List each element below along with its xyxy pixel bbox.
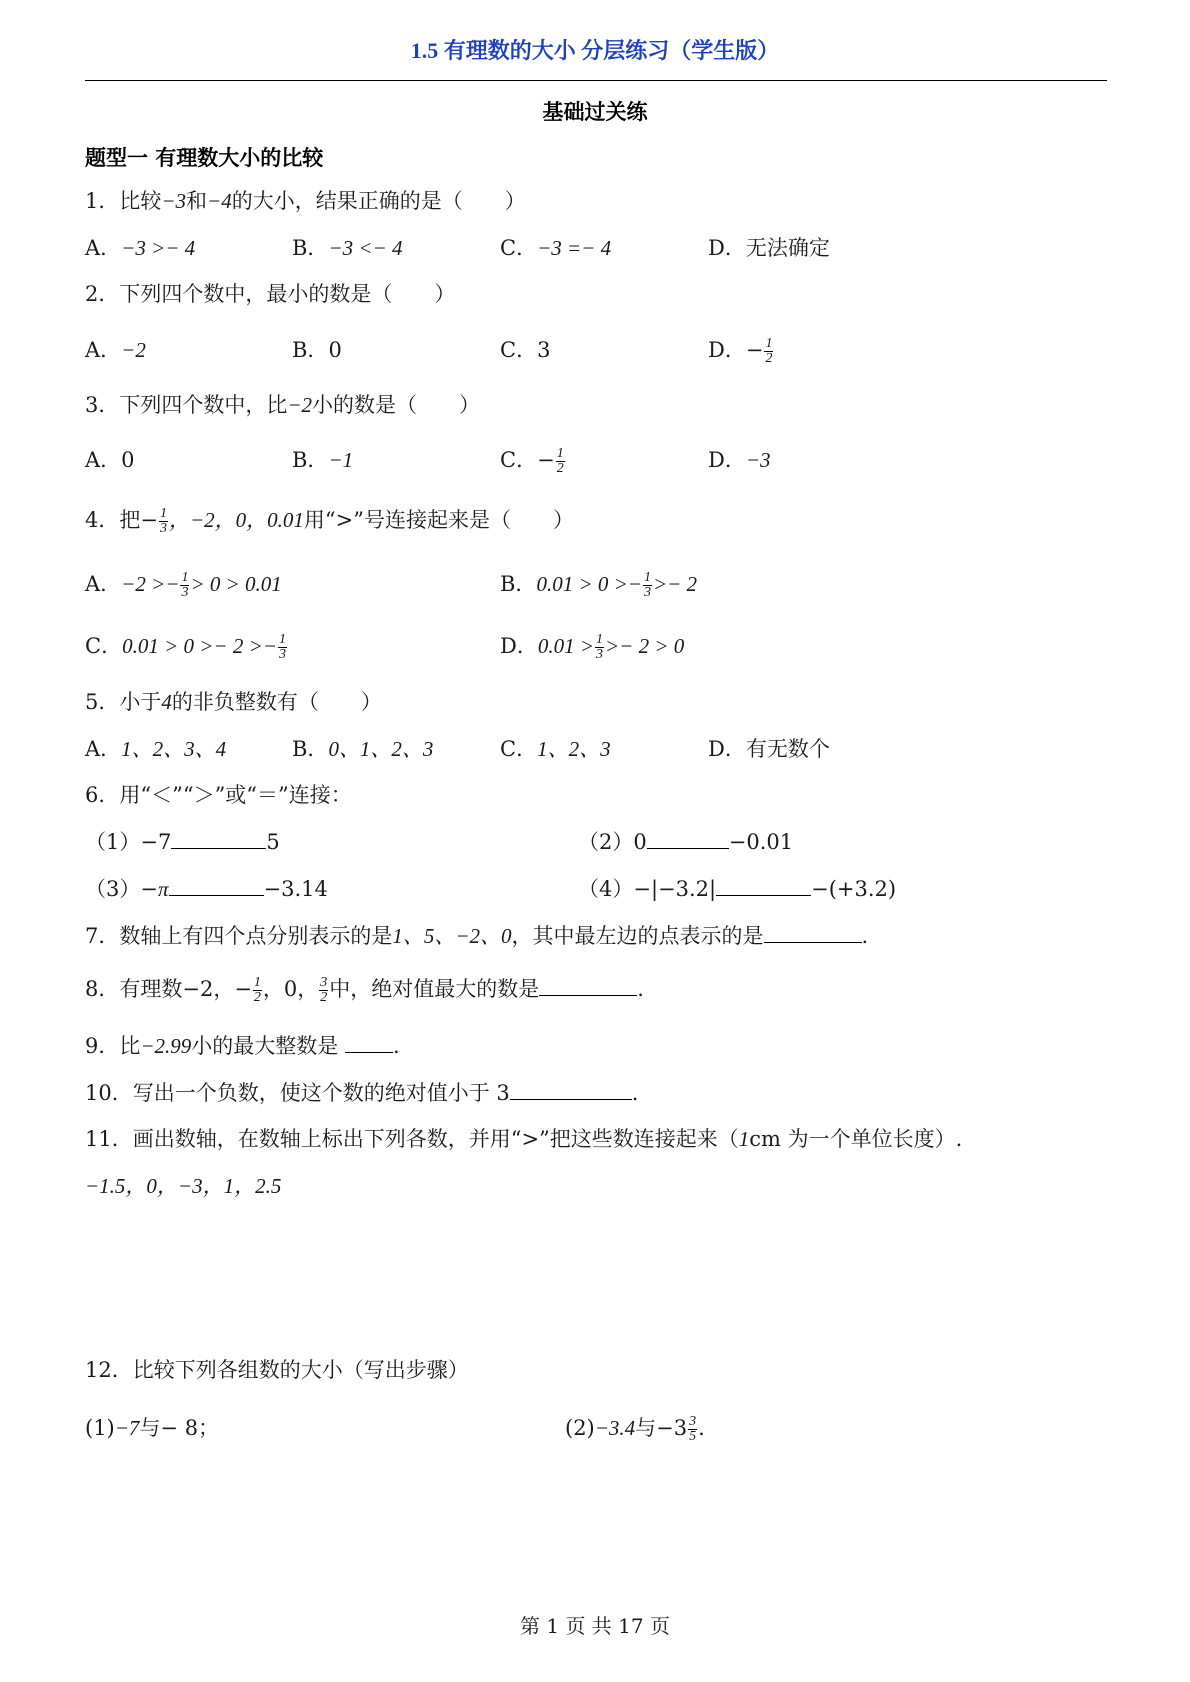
answer-blank[interactable]	[647, 830, 729, 849]
question-1-stem: 1．比较−3和−4的大小，结果正确的是（ ）	[85, 189, 526, 213]
answer-blank[interactable]	[345, 1034, 393, 1053]
q2-option-a: A．−2	[85, 338, 146, 362]
fraction: $\frac{1}{3}$	[159, 506, 167, 536]
fraction: $\frac{3}{2}$	[320, 975, 328, 1005]
q4-option-c: C．0.01 > 0 >− 2 >− $\frac{1}{3}$	[85, 632, 286, 662]
q12-part-1: (1)−7与− 8；	[85, 1416, 220, 1440]
q4-option-b: B．0.01 > 0 >− $\frac{1}{3}$ >− 2	[500, 570, 698, 600]
header-rule	[85, 80, 1107, 81]
question-9: 9．比−2.99小的最大整数是 .	[85, 1034, 400, 1058]
question-3-stem: 3．下列四个数中，比−2小的数是（ ）	[85, 393, 481, 417]
q5-option-c: C．1、2、3	[500, 737, 611, 761]
question-10: 10．写出一个负数，使这个数的绝对值小于 3 .	[85, 1081, 639, 1105]
fraction: $\frac{1}{2}$	[253, 975, 261, 1005]
fraction: $\frac{1}{2}$	[765, 336, 773, 366]
fraction: $\frac{1}{3}$	[181, 570, 189, 600]
answer-blank[interactable]	[510, 1081, 632, 1100]
page-footer: 第 1 页 共 17 页	[520, 1614, 670, 1638]
q5-option-a: A．1、2、3、4	[85, 737, 227, 761]
q6-part-3: （3）−π −3.14	[85, 877, 328, 901]
fraction: $\frac{1}{3}$	[278, 632, 286, 662]
q4-option-d: D．0.01 > $\frac{1}{3}$ >− 2 > 0	[500, 632, 685, 662]
q6-part-2: （2）0 −0.01	[578, 830, 794, 854]
question-12-stem: 12．比较下列各组数的大小（写出步骤）	[85, 1358, 469, 1382]
q3-option-c: C．− $\frac{1}{2}$	[500, 446, 564, 476]
q6-part-4: （4）−|−3.2| −(+3.2)	[578, 877, 897, 901]
question-11-numbers: −1.5，0，−3，1，2.5	[85, 1174, 282, 1198]
q1-option-b: B．−3 <− 4	[292, 236, 403, 260]
question-4-stem: 4．把− $\frac{1}{3}$ ，−2，0，0.01用“>”号连接起来是（ ）	[85, 506, 574, 536]
question-11-stem: 11．画出数轴，在数轴上标出下列各数，并用“>”把这些数连接起来（1cm 为一个单位长度）.	[85, 1127, 963, 1151]
q1-option-c: C．−3 =− 4	[500, 236, 612, 260]
answer-blank[interactable]	[539, 977, 637, 996]
answer-blank[interactable]	[764, 924, 862, 943]
question-6-stem: 6．用“＜”“＞”或“＝”连接：	[85, 783, 352, 807]
q2-option-c: C．3	[500, 338, 551, 362]
fraction: $\frac{1}{3}$	[596, 632, 604, 662]
question-8: 8．有理数−2，− $\frac{1}{2}$ ，0， $\frac{3}{2}$ 中，绝对值最大的数是 .	[85, 975, 644, 1005]
document-title: 1.5 有理数的大小 分层练习（学生版）	[410, 38, 780, 63]
question-7: 7．数轴上有四个点分别表示的是1、5、−2、0，其中最左边的点表示的是 .	[85, 924, 869, 948]
q1-option-a: A．−3 >− 4	[85, 236, 196, 260]
q5-option-b: B．0、1、2、3	[292, 737, 434, 761]
q5-option-d: D．有无数个	[708, 737, 830, 761]
q12-part-2: (2)−3.4与−3 $\frac{3}{5}$ .	[565, 1414, 705, 1444]
answer-blank[interactable]	[171, 830, 266, 849]
fraction: $\frac{3}{5}$	[689, 1414, 697, 1444]
fraction: $\frac{1}{2}$	[556, 446, 564, 476]
fraction: $\frac{1}{3}$	[643, 570, 651, 600]
q4-option-a: A．−2 >− $\frac{1}{3}$ > 0 > 0.01	[85, 570, 282, 600]
q3-option-b: B．−1	[292, 448, 354, 472]
question-type-heading: 题型一 有理数大小的比较	[85, 145, 324, 170]
answer-blank[interactable]	[169, 877, 264, 896]
q3-option-d: D．−3	[708, 448, 771, 472]
q1-option-d: D．无法确定	[708, 236, 830, 260]
q2-option-d: D．− $\frac{1}{2}$	[708, 336, 773, 366]
q3-option-a: A．0	[85, 448, 135, 472]
q6-part-1: （1）−7 5	[85, 830, 280, 854]
q2-option-b: B．0	[292, 338, 342, 362]
section-title: 基础过关练	[542, 99, 648, 124]
question-5-stem: 5．小于4的非负整数有（ ）	[85, 690, 382, 714]
question-2-stem: 2．下列四个数中，最小的数是（ ）	[85, 282, 456, 306]
answer-blank[interactable]	[716, 877, 811, 896]
